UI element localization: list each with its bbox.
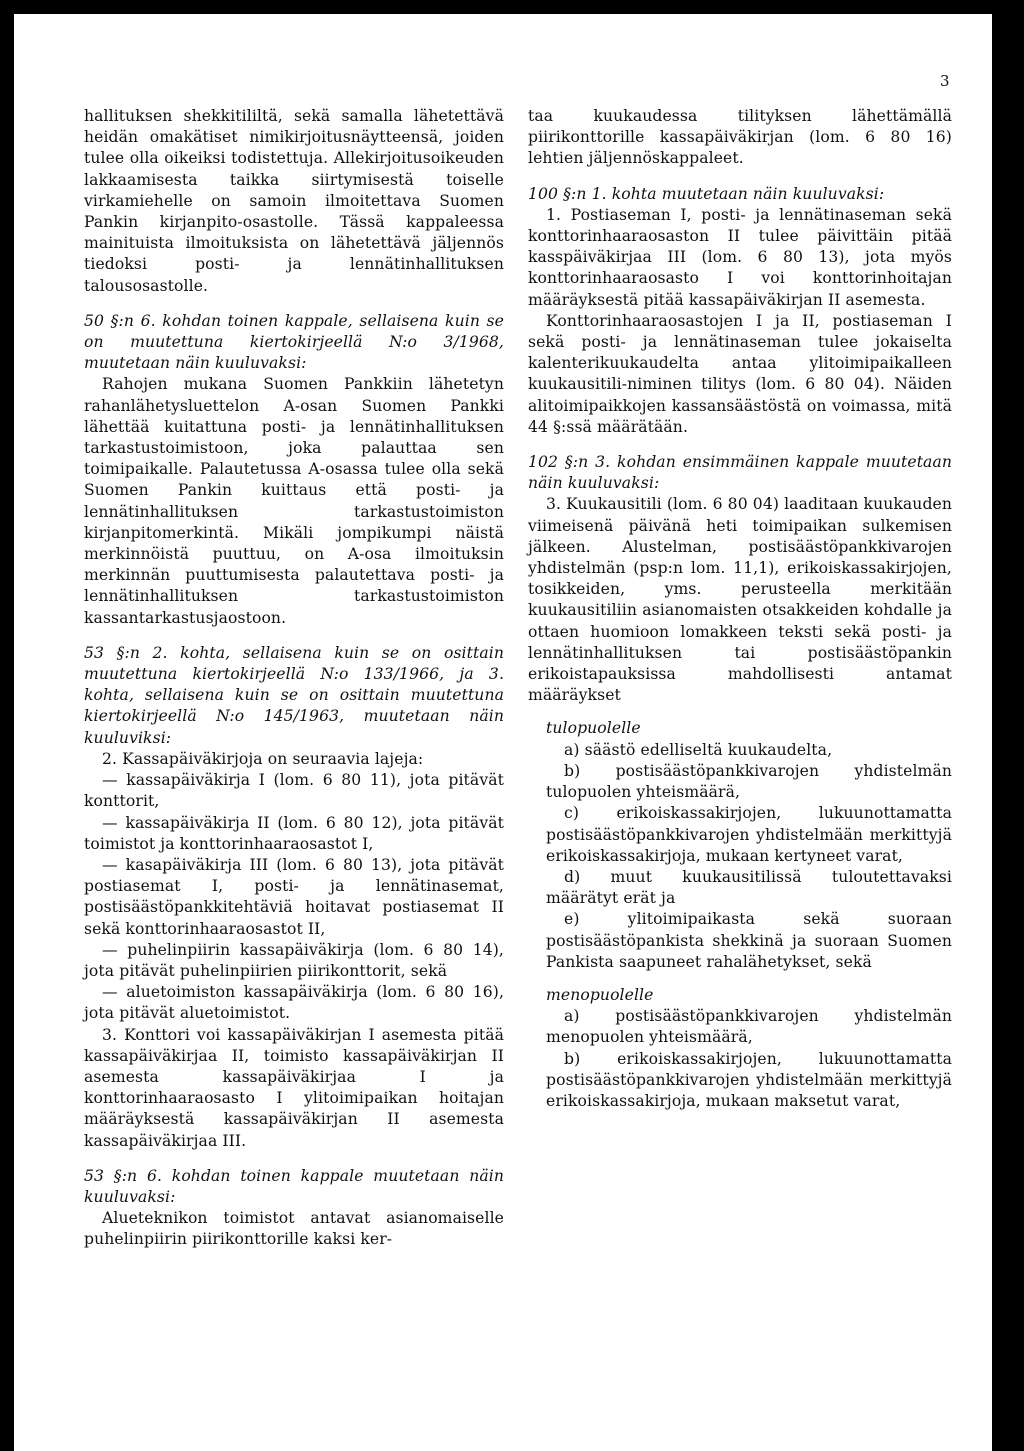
document-page [14,14,992,1451]
right-paragraph: 3. Kuukausitili (lom. 6 80 04) laaditaan kuukauden viimeisenä päivänä heti toimipaikan sulkemisen jälkeen. Alustelman, postisäästöpankkivarojen yhdistelmän (psp:n lom. 11,1), erikoiskassakirjojen, tosikkeiden, yms. perusteella merkitään kuukausitiliin asianomaisten otsakkeiden kohdalle ja ottaen huomioon lomakkeen teksti sekä posti- ja lennätinhallituksen tai postisäästöpankin erikoistapauksissa mahdollisesti antamat määräykset [528,495,952,705]
left-paragraph: hallituksen shekkitililtä, sekä samalla lähetettävä heidän omakätiset nimikirjoitusnäytteensä, joiden tulee olla oikeiksi todistettuja. Allekirjoitusoikeuden lakkaamisesta taikka siirtymisestä toiselle virkamiehelle on samoin ilmoitettava Suomen Pankin kirjanpito-osastolle. Tässä kappaleessa mainituista ilmoituksista on lähetettävä jäljennös tiedoksi posti- ja lennätinhallituksen talousosastolle. [84,107,504,295]
left-paragraph: 53 §:n 2. kohta, sellaisena kuin se on osittain muutettuna kiertokirjeellä N:o 133/1966, ja 3. kohta, sellaisena kuin se on osittain muutettuna kiertokirjeellä N:o 145/1963, muutetaan näin kuuluviksi: [84,643,504,747]
left-paragraph: 3. Konttori voi kassapäiväkirjan I asemesta pitää kassapäiväkirjaa II, toimisto kassapäiväkirjan II asemesta kassapäiväkirjaa I ja konttorinhaaraosasto I ylitoimipaikan hoitajan määräyksestä kassapäiväkirjan II asemesta kassapäiväkirjaa III. [84,1025,504,1150]
page-number: 3 [940,72,950,90]
right-paragraph: 1. Postiaseman I, posti- ja lennätinaseman sekä konttorinhaaraosaston II tulee päivittäin pitää kasspäiväkirjaa III (lom. 6 80 13), jota myös konttorinhaaraosasto I voi konttorinhoitajan määräyksestä pitää kassapäiväkirjan II asemesta. [528,205,952,309]
left-paragraph: — puhelinpiirin kassapäiväkirja (lom. 6 80 14), jota pitävät puhelinpiirien piirikonttorit, sekä [84,940,504,980]
right-paragraph: b) postisäästöpankkivarojen yhdistelmän tulopuolen yhteismäärä, [546,761,952,802]
right-paragraph: tulopuolelle [546,719,641,738]
left-paragraph: — kassapäiväkirja I (lom. 6 80 11), jota pitävät konttorit, [84,771,504,811]
left-paragraph: — kassapäiväkirja II (lom. 6 80 12), jota pitävät toimistot ja konttorinhaaraosastot I, [84,813,504,853]
right-paragraph: e) ylitoimipaikasta sekä suoraan postisäästöpankista shekkinä ja suoraan Suomen Pankista saapuneet rahalähetykset, sekä [546,910,952,971]
right-column [528,106,952,1112]
left-paragraph: — aluetoimiston kassapäiväkirja (lom. 6 80 16), jota pitävät aluetoimistot. [84,983,504,1023]
left-paragraph: 53 §:n 6. kohdan toinen kappale muutetaan näin kuuluvaksi: [84,1166,504,1206]
left-paragraph: 2. Kassapäiväkirjoja on seuraavia lajeja: [102,749,424,768]
left-paragraph: 50 §:n 6. kohdan toinen kappale, sellaisena kuin se on muutettuna kiertokirjeellä N:o 3/1968, muutetaan näin kuuluvaksi: [84,311,504,373]
right-paragraph: Konttorinhaaraosastojen I ja II, postiaseman I sekä posti- ja lennätinaseman tulee jokaiselta kalenterikuukaudelta antaa ylitoimipaikalleen kuukausitili-niminen tilitys (lom. 6 80 04). Näiden alitoimipaikkojen kassansäästöstä on voimassa, mitä 44 §:ssä määrätään. [528,311,952,436]
left-paragraph: Alueteknikon toimistot antavat asianomaiselle puhelinpiirin piirikonttorille kaksi ker- [84,1209,504,1249]
right-paragraph: taa kuukaudessa tilityksen lähettämällä piirikonttorille kassapäiväkirjan (lom. 6 80 16) lehtien jäljennöskappaleet. [528,107,952,168]
right-paragraph: b) erikoiskassakirjojen, lukuunottamatta postisäästöpankkivarojen yhdistelmään merkittyjä erikoiskassakirjoja, mukaan maksetut varat, [546,1049,952,1110]
right-paragraph: d) muut kuukausitilissä tuloutettavaksi määrätyt erät ja [546,867,952,908]
left-paragraph: — kasapäiväkirja III (lom. 6 80 13), jota pitävät postiasemat I, posti- ja lennätinasemat, postisäästöpankkitehtäviä hoitavat postiasemat II sekä konttorinhaaraosastot II, [84,855,504,938]
right-paragraph: a) säästö edelliseltä kuukaudelta, [564,740,833,759]
right-paragraph: a) postisäästöpankkivarojen yhdistelmän menopuolen yhteismäärä, [546,1007,952,1047]
right-paragraph: menopuolelle [546,985,654,1004]
right-paragraph: 100 §:n 1. kohta muutetaan näin kuuluvaksi: [528,184,885,203]
left-column [84,106,504,1251]
right-paragraph: c) erikoiskassakirjojen, lukuunottamatta postisäästöpankkivarojen yhdistelmään merkittyjä erikoiskassakirjoja, mukaan kertyneet varat, [546,804,952,865]
right-paragraph: 102 §:n 3. kohdan ensimmäinen kappale muutetaan näin kuuluvaksi: [528,453,952,493]
left-paragraph: Rahojen mukana Suomen Pankkiin lähetetyn rahanlähetysluettelon A-osan Suomen Pankki lähettää kuitattuna posti- ja lennätinhallituksen tarkastustoimistoon, joka palauttaa sen toimipaikalle. Palautetussa A-osassa tulee olla sekä Suomen Pankin kuittaus että posti- ja lennätinhallituksen tarkastustoimiston kirjanpitomerkintä. Mikäli jompikumpi näistä merkinnöistä puuttuu, on A-osa ilmoituksin merkinnän puuttumisesta palautettava posti- ja lennätinhallituksen tarkastustoimiston kassantarkastusjaostoon. [84,375,504,627]
